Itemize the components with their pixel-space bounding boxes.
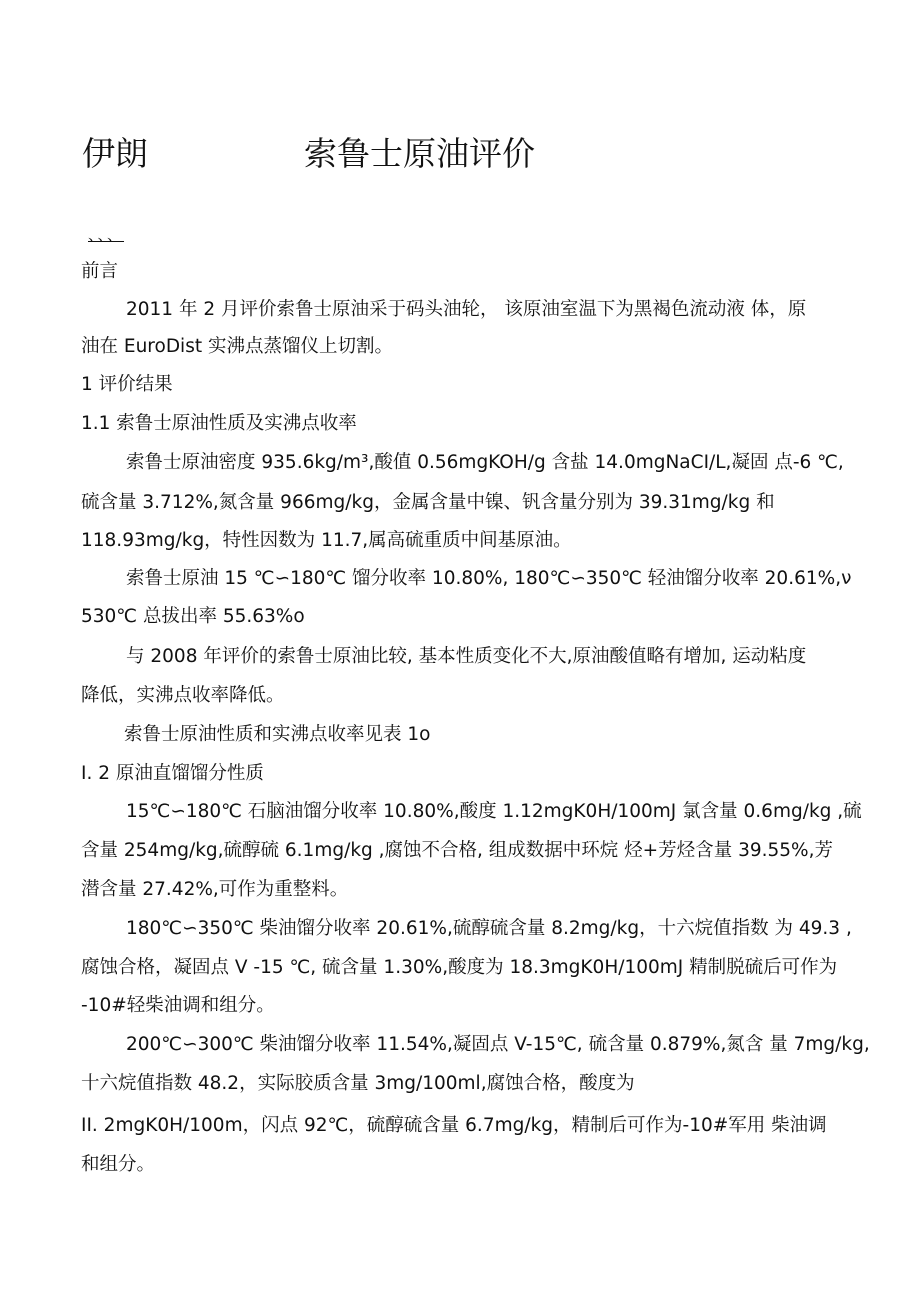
paragraph-line: 与 2008 年评价的索鲁士原油比较, 基本性质变化不大,原油酸值略有增加, 运动粘度 [126,646,807,667]
paragraph-line: 潜含量 27.42%,可作为重整料。 [81,879,349,900]
paragraph-line: 含量 254mg/kg,硫醇硫 6.1mg/kg ,腐蚀不合格, 组成数据中环烷 烃+芳烃含量 39.55%,芳 [81,840,833,861]
paragraph-line: 十六烷值指数 48.2，实际胶质含量 3mg/100ml,腐蚀合格，酸度为 [81,1073,635,1094]
paragraph-line: 降低，实沸点收率降低。 [81,685,285,706]
subsection-heading: 1.1 索鲁士原油性质及实沸点收率 [81,413,357,434]
paragraph-line: 118.93mg/kg，特性因数为 11.7,属高硫重质中间基原油。 [81,530,572,551]
section-heading: 1 评价结果 [81,374,173,395]
paragraph-line: 2011 年 2 月评价索鲁士原油采于码头油轮， 该原油室温下为黑褐色流动液 体，原 [126,299,807,320]
paragraph-line: 硫含量 3.712%,氮含量 966mg/kg，金属含量中镍、钒含量分别为 39.31mg/kg 和 [81,492,775,513]
subsection-heading: I. 2 原油直馏馏分性质 [81,763,264,784]
paragraph-line: 200℃∽300℃ 柴油馏分收率 11.54%,凝固点 V-15℃, 硫含量 0.879%,氮含 量 7mg/kg, [126,1034,870,1055]
paragraph-line: -10#轻柴油调和组分。 [81,995,275,1016]
paragraph-line: 油在 EuroDist 实沸点蒸馏仪上切割。 [81,336,393,357]
toc-marks: 、、、 [88,226,125,244]
title-part-2: 索鲁士原油评价 [304,134,535,173]
paragraph-line: 180℃∽350℃ 柴油馏分收率 20.61%,硫醇硫含量 8.2mg/kg，十六烷值指数 为 49.3 , [126,918,852,939]
paragraph-line: 腐蚀合格，凝固点 V -15 ℃, 硫含量 1.30%,酸度为 18.3mgK0H/100mJ 精制脱硫后可作为 [81,957,838,978]
paragraph-line: 和组分。 [81,1154,156,1175]
page-title [82,133,782,175]
paragraph-line: II. 2mgK0H/100m，闪点 92℃，硫醇硫含量 6.7mg/kg，精制后可作为-10#军用 柴油调 [81,1115,827,1136]
paragraph-line: 索鲁士原油性质和实沸点收率见表 1o [124,724,431,745]
section-heading-preface: 前言 [81,261,119,282]
paragraph-line: 15℃∽180℃ 石脑油馏分收率 10.80%,酸度 1.12mgK0H/100mJ 氯含量 0.6mg/kg ,硫 [126,801,862,822]
paragraph-line: 530℃ 总拔出率 55.63%o [81,606,305,627]
paragraph-line: 索鲁士原油 15 ℃∽180℃ 馏分收率 10.80%, 180℃∽350℃ 轻油馏分收率 20.61%,ν [126,568,852,589]
paragraph-line: 索鲁士原油密度 935.6kg/m³,酸值 0.56mgKOH/g 含盐 14.0mgNaCI/L,凝固 点-6 ℃, [126,452,844,473]
title-part-1: 伊朗 [82,134,148,173]
